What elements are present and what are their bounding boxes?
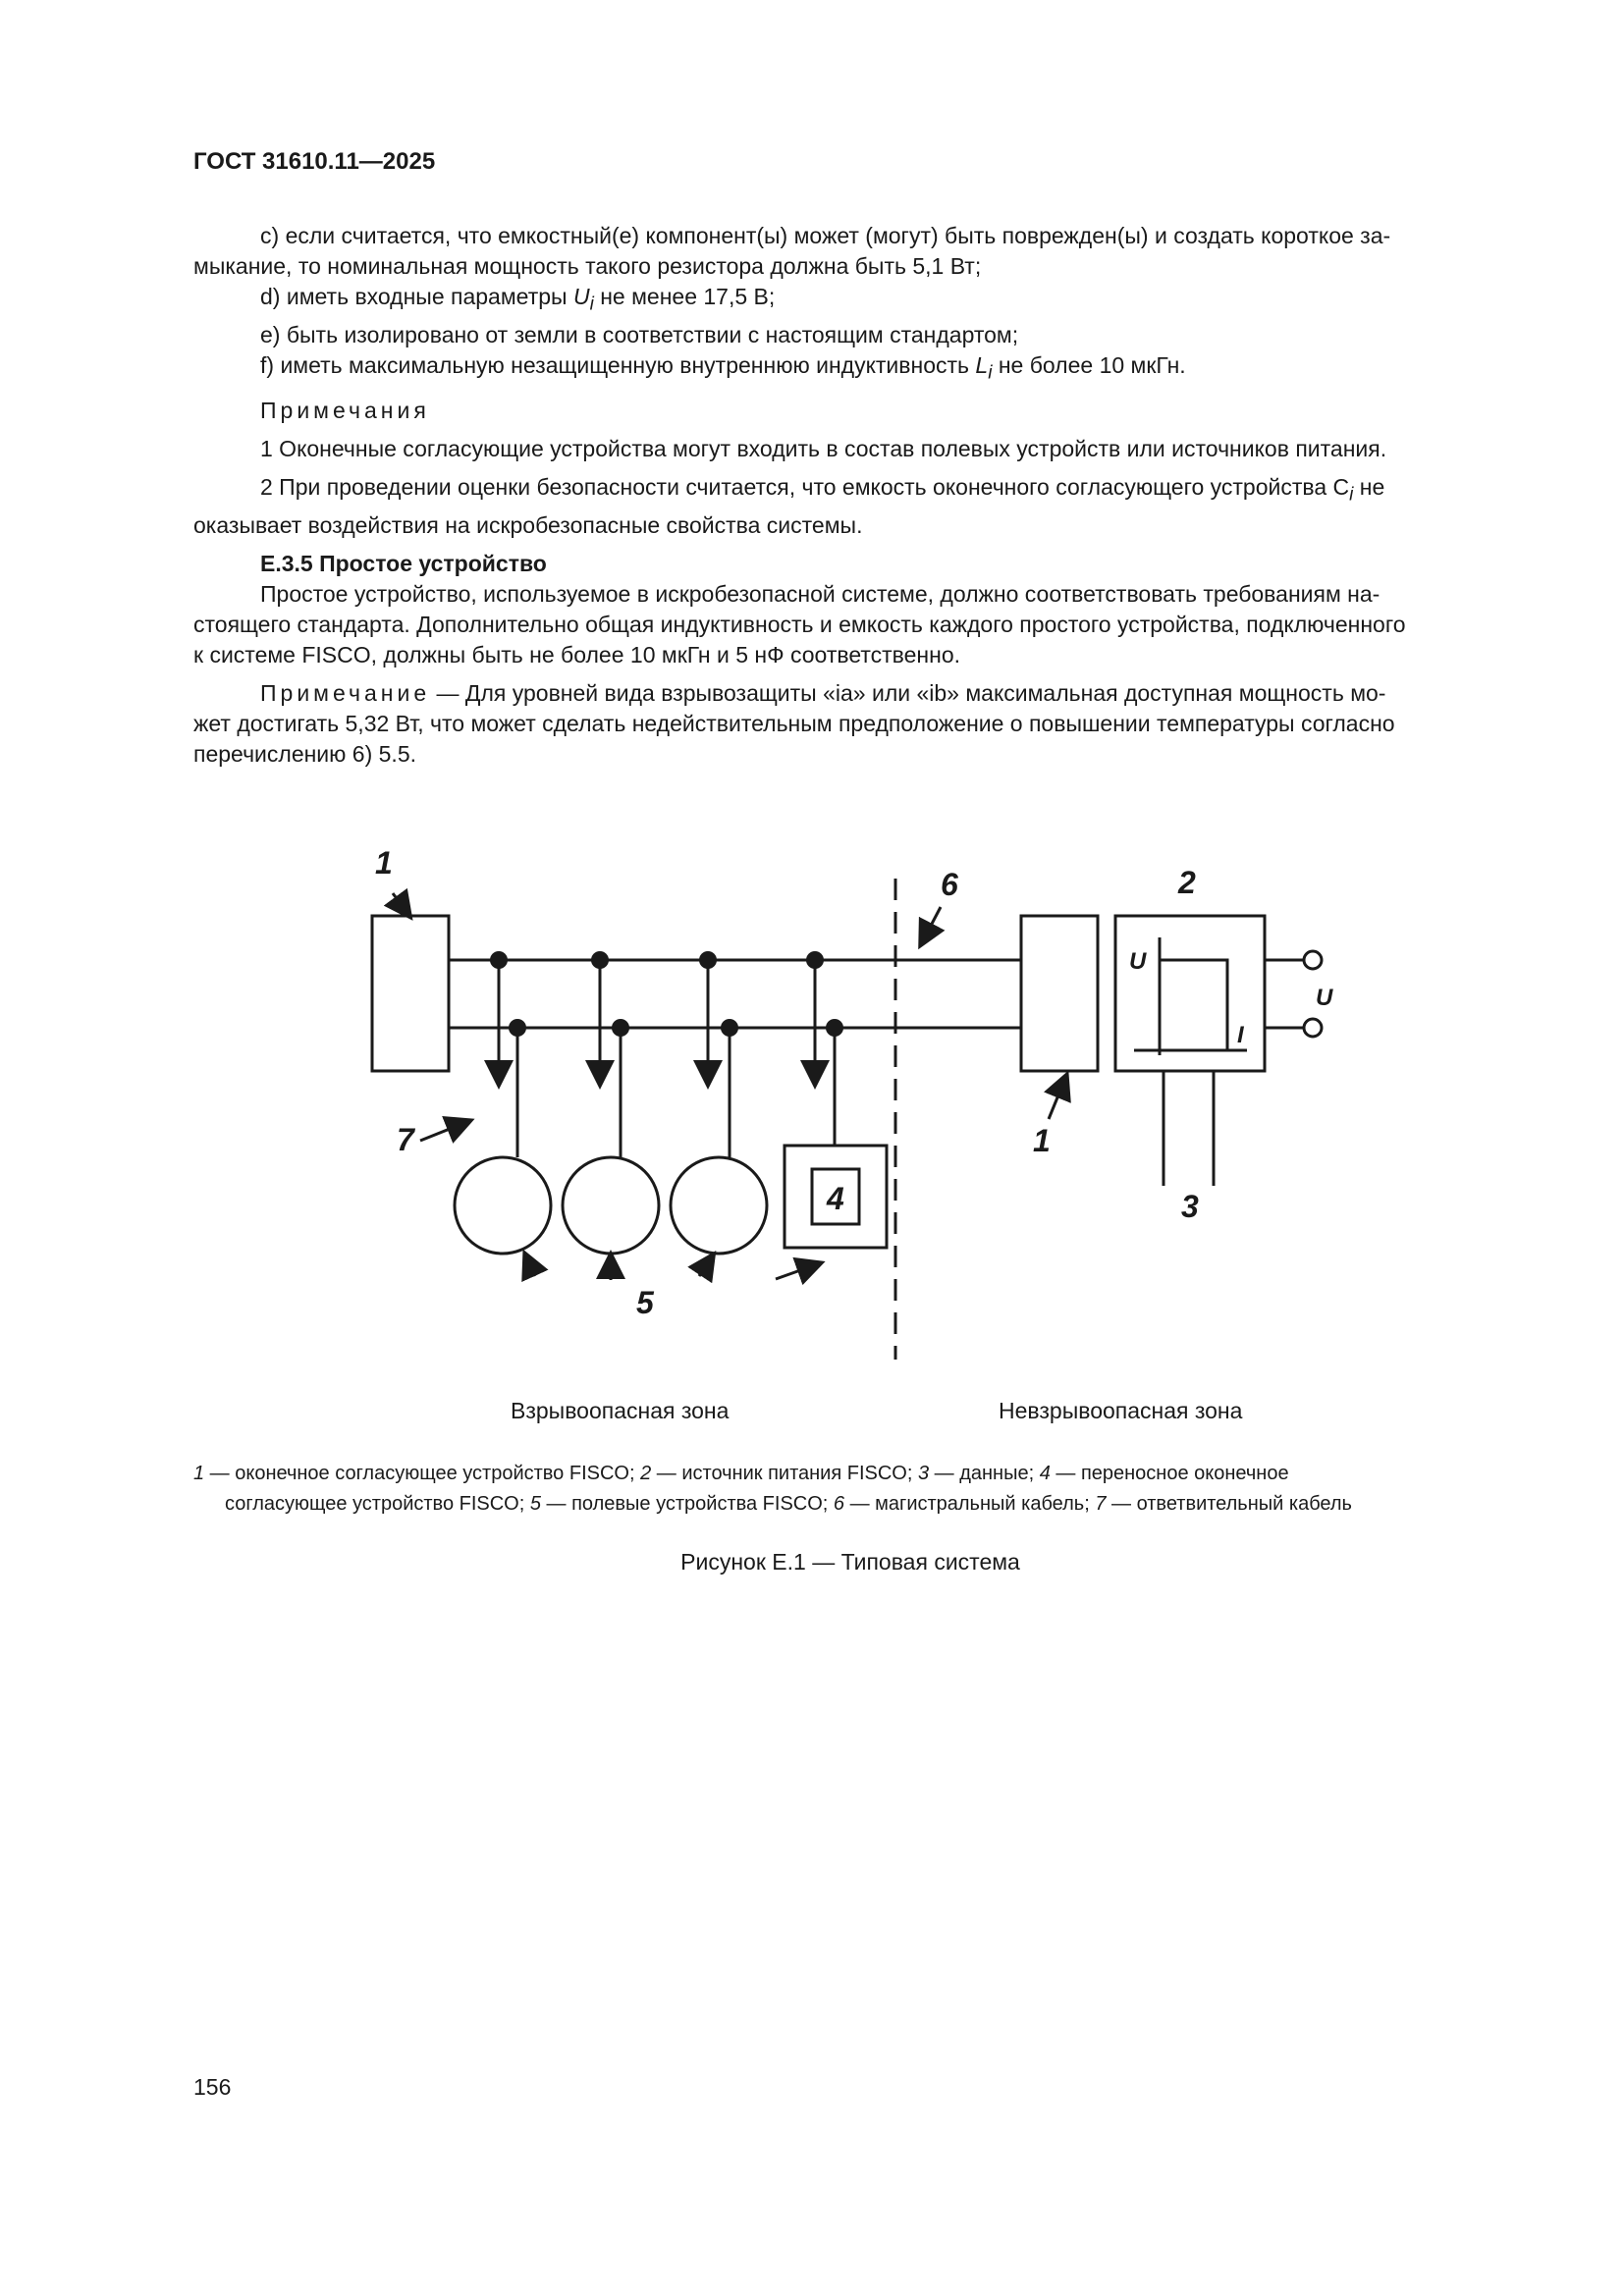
junction-dot [826,1019,843,1037]
list-item-c-cont: мыкание, то номинальная мощность такого резистора должна быть 5,1 Вт; [193,253,982,279]
junction-dot [591,951,609,969]
junction-dot [490,951,508,969]
leader-5-a [525,1255,535,1276]
output-terminal-top [1304,951,1322,969]
label-u-output: U [1316,985,1333,1011]
leader-6 [921,907,941,944]
requirements-list [193,221,1507,770]
section-para-line-2: стоящего стандарта. Дополнительно общая индуктивность и емкость каждого простого устройства, подключенного [193,611,1406,637]
list-item-f: f) иметь максимальную незащищенную внутреннюю индуктивность $L_i$ не более 10 мкГн. [260,351,1186,384]
label-3: 3 [1181,1189,1199,1224]
label-2: 2 [1178,865,1196,900]
page-number: 156 [193,2074,232,2100]
section-para-line-1: Простое устройство, используемое в искробезопасной системе, должно соответствовать требованиям на- [260,580,1380,607]
junction-dot [721,1019,738,1037]
list-item-d: d) иметь входные параметры $U_i$ не менее 17,5 В; [260,284,776,315]
fisco-system-diagram [353,834,1335,1364]
terminator-right [1021,916,1098,1071]
leader-4 [776,1263,820,1279]
terminator-left [372,916,449,1071]
field-device-1 [455,1157,551,1254]
list-item-c: c) если считается, что емкостный(е) компонент(ы) может (могут) быть поврежден(ы) и создать короткое за- [260,223,1391,248]
list-item-e: e) быть изолировано от земли в соответствии с настоящим стандартом; [260,321,1019,347]
section-para-line-3: к системе FISCO, должны быть не более 10 мкГн и 5 нФ соответственно. [193,641,961,667]
leader-5-c [699,1255,713,1276]
field-device-2 [563,1157,659,1254]
zone-safe-label: Невзрывоопасная зона [999,1398,1243,1423]
note-1: 1 Оконечные согласующие устройства могут входить в состав полевых устройств или источников питания. [260,436,1387,462]
leader-1-top [393,893,409,916]
junction-dot [699,951,717,969]
label-5: 5 [636,1285,654,1320]
section-note-line-2: жет достигать 5,32 Вт, что может сделать недействительным предположение о повышении температуры согласно [193,710,1395,736]
section-note: Примечание — Для уровней вида взрывозащиты «ia» или «ib» максимальная доступная мощность мо- [260,679,1386,706]
label-1-bottom: 1 [1033,1123,1051,1158]
label-4: 4 [827,1181,844,1216]
label-u-inner: U [1129,948,1147,975]
field-device-3 [671,1157,767,1254]
note-2-cont: оказывает воздействия на искробезопасные свойства системы. [193,511,863,538]
label-1-top: 1 [375,845,393,881]
figure-legend [193,1459,1507,1520]
notes-heading: Примечания [260,398,430,424]
junction-dot [509,1019,526,1037]
leader-7 [420,1121,469,1141]
figure-caption: Рисунок Е.1 — Типовая система [680,1549,1020,1575]
document-header: ГОСТ 31610.11—2025 [193,148,436,175]
label-6: 6 [941,867,958,902]
zone-hazardous-label: Взрывоопасная зона [511,1398,730,1423]
junction-dot [612,1019,629,1037]
junction-dot [806,951,824,969]
label-i-inner: I [1237,1022,1244,1048]
note-2: 2 При проведении оценки безопасности считается, что емкость оконечного согласующего устройства $C_i$ не [260,474,1385,506]
output-terminal-bottom [1304,1019,1322,1037]
legend-line-2: согласующее устройство FISCO; 5 — полевые устройства FISCO; 6 — магистральный кабель; 7 — ответвительный кабель [225,1493,1352,1515]
section-title: Е.3.5 Простое устройство [260,550,547,576]
leader-1-bottom [1049,1076,1066,1119]
section-note-line-3: перечислению 6) 5.5. [193,740,417,767]
legend-line-1: 1 — оконечное согласующее устройство FISCO; 2 — источник питания FISCO; 3 — данные; 4 — переносное оконечное [193,1463,1289,1484]
label-7: 7 [397,1122,414,1157]
